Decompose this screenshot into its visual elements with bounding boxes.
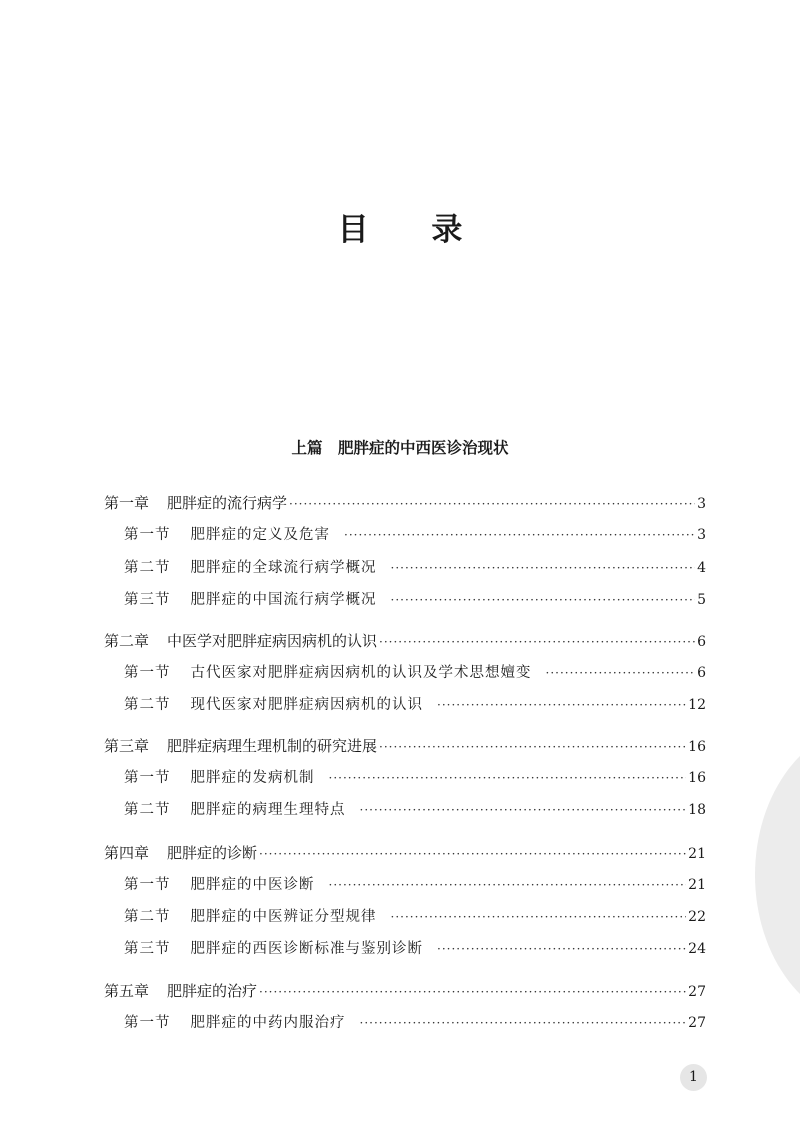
- toc-section-title: 肥胖症的发病机制: [190, 770, 315, 786]
- toc-section-title: 肥胖症的定义及危害: [190, 527, 330, 543]
- toc-section-label: 第一节: [124, 770, 171, 786]
- toc-section-label: 第一节: [124, 665, 171, 681]
- toc-chapter-entry[interactable]: [104, 980, 706, 1003]
- toc-chapter-title: 中医学对肥胖症病因病机的认识: [167, 632, 378, 650]
- toc-section-label: 第三节: [124, 941, 171, 957]
- part-heading: 上篇 肥胖症的中西医诊治现状: [291, 439, 509, 457]
- dot-leader: [329, 874, 687, 896]
- toc-section-title: 肥胖症的中国流行病学概况: [190, 592, 377, 608]
- toc-page-number: 6: [697, 665, 706, 681]
- decorative-edge-shape: [755, 725, 800, 1025]
- toc-chapter-entry[interactable]: [104, 492, 706, 515]
- dot-leader: [546, 662, 696, 684]
- toc-chapter-title: 肥胖症的治疗: [167, 982, 258, 1000]
- dot-leader: [391, 589, 696, 611]
- toc-page-number: 4: [697, 560, 706, 576]
- toc-section-label: 第一节: [124, 877, 171, 893]
- toc-chapter-label: 第四章: [104, 844, 150, 862]
- toc-page-number: 6: [697, 634, 706, 650]
- toc-chapter-title: 肥胖症病理生理机制的研究进展: [167, 737, 378, 755]
- dot-leader: [289, 493, 695, 515]
- toc-section-label: 第二节: [124, 560, 171, 576]
- dot-leader: [344, 524, 695, 546]
- toc-section-entry[interactable]: [124, 938, 706, 960]
- toc-chapter-entry[interactable]: [104, 735, 706, 758]
- toc-section-label: 第一节: [124, 527, 171, 543]
- toc-page-number: 18: [688, 802, 706, 818]
- toc-chapter-label: 第五章: [104, 982, 150, 1000]
- toc-section-label: 第一节: [124, 1015, 171, 1031]
- toc-chapter-entry[interactable]: [104, 842, 706, 865]
- toc-section-label: 第二节: [124, 802, 171, 818]
- toc-chapter-label: 第二章: [104, 632, 150, 650]
- dot-leader: [329, 767, 687, 789]
- page-number: 1: [680, 1064, 707, 1091]
- toc-page-number: 21: [688, 877, 706, 893]
- toc-section-entry[interactable]: [124, 767, 706, 789]
- toc-page-number: 16: [688, 739, 706, 755]
- toc-section-entry[interactable]: [124, 799, 706, 821]
- page-title: 目 录: [337, 212, 489, 248]
- toc-section-entry[interactable]: [124, 662, 706, 684]
- toc-page-number: 12: [688, 697, 706, 713]
- toc-section-label: 第三节: [124, 592, 171, 608]
- toc-section-entry[interactable]: [124, 524, 706, 546]
- dot-leader: [379, 631, 695, 653]
- toc-section-label: 第二节: [124, 909, 171, 925]
- toc-page-number: 24: [688, 941, 706, 957]
- toc-page-number: 16: [688, 770, 706, 786]
- dot-leader: [379, 736, 686, 758]
- toc-section-entry[interactable]: [124, 874, 706, 896]
- toc-chapter-title: 肥胖症的诊断: [167, 844, 258, 862]
- toc-page-number: 3: [697, 527, 706, 543]
- toc-chapter-title: 肥胖症的流行病学: [167, 494, 288, 512]
- dot-leader: [259, 981, 686, 1003]
- dot-leader: [259, 843, 686, 865]
- dot-leader: [360, 799, 687, 821]
- dot-leader: [437, 694, 686, 716]
- toc-section-title: 肥胖症的西医诊断标准与鉴别诊断: [190, 941, 423, 957]
- toc-page-number: 5: [697, 592, 706, 608]
- toc-section-title: 肥胖症的中药内服治疗: [190, 1015, 346, 1031]
- toc-section-title: 肥胖症的病理生理特点: [190, 802, 346, 818]
- dot-leader: [391, 906, 687, 928]
- toc-page-number: 21: [688, 846, 706, 862]
- toc-chapter-label: 第三章: [104, 737, 150, 755]
- toc-section-title: 现代医家对肥胖症病因病机的认识: [190, 697, 423, 713]
- toc-section-title: 肥胖症的全球流行病学概况: [190, 560, 377, 576]
- dot-leader: [391, 557, 696, 579]
- toc-section-entry[interactable]: [124, 1012, 706, 1034]
- dot-leader: [437, 938, 686, 960]
- toc-section-title: 肥胖症的中医辨证分型规律: [190, 909, 377, 925]
- toc-page-number: 27: [688, 1015, 706, 1031]
- toc-chapter-label: 第一章: [104, 494, 150, 512]
- toc-section-entry[interactable]: [124, 589, 706, 611]
- toc-chapter-entry[interactable]: [104, 630, 706, 653]
- toc-section-entry[interactable]: [124, 557, 706, 579]
- toc-page-number: 22: [688, 909, 706, 925]
- toc-section-title: 古代医家对肥胖症病因病机的认识及学术思想嬗变: [190, 665, 532, 681]
- toc-page-number: 3: [697, 496, 706, 512]
- toc-section-title: 肥胖症的中医诊断: [190, 877, 315, 893]
- toc-section-entry[interactable]: [124, 694, 706, 716]
- toc-section-entry[interactable]: [124, 906, 706, 928]
- toc-section-label: 第二节: [124, 697, 171, 713]
- toc-page-number: 27: [688, 984, 706, 1000]
- dot-leader: [360, 1012, 687, 1034]
